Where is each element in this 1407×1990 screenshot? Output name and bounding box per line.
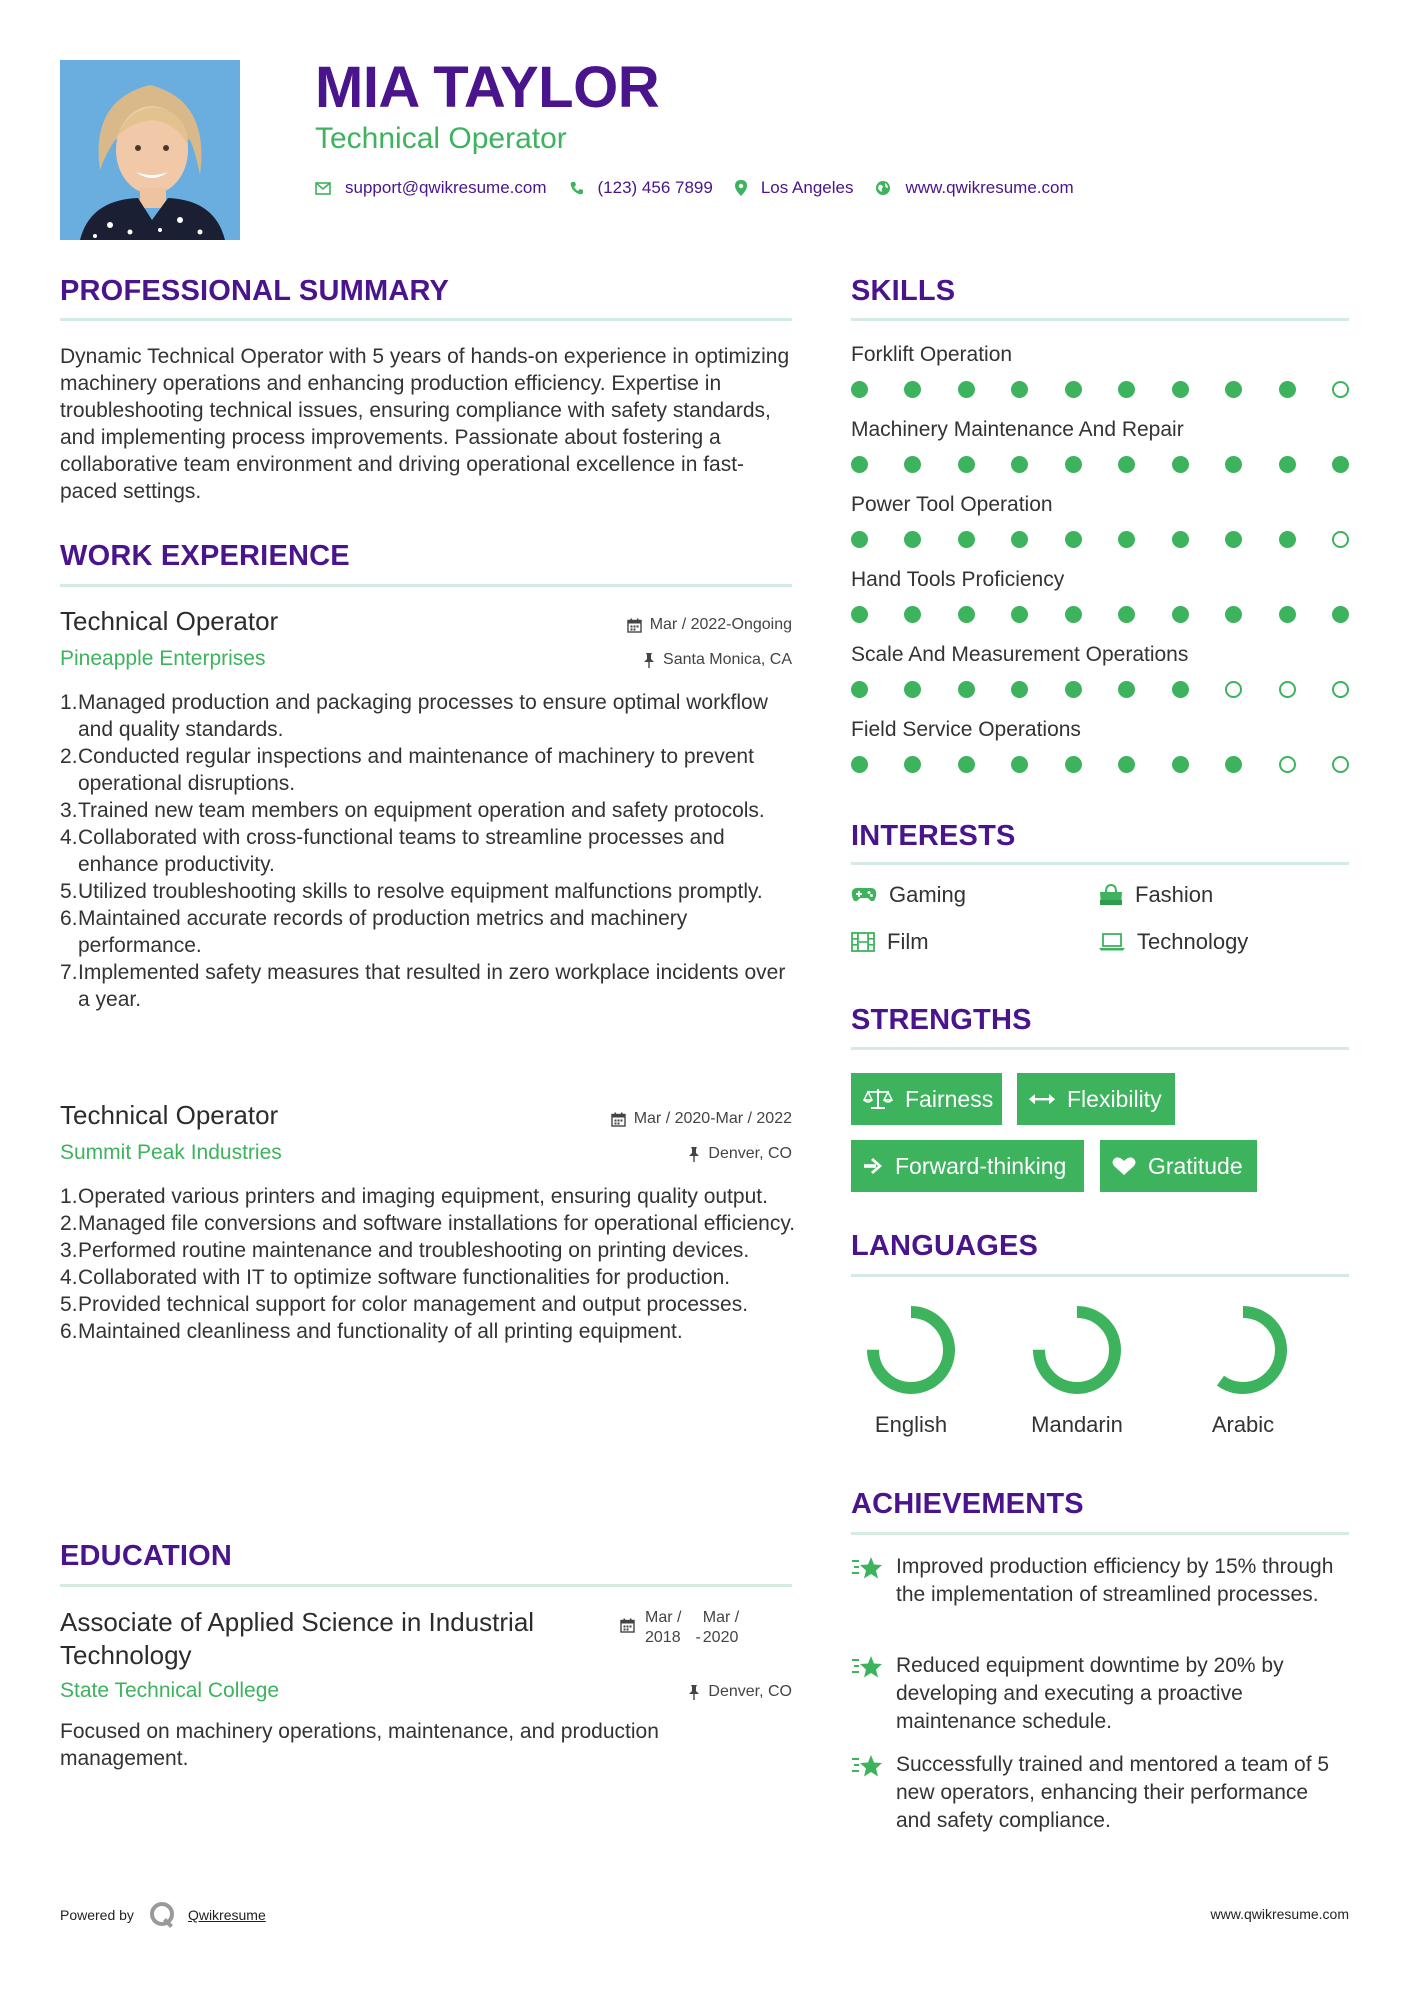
language-name: English: [874, 1412, 948, 1437]
job-1-location: [643, 651, 792, 669]
rating-dot-empty: [1332, 381, 1349, 398]
rating-dot-filled: [851, 381, 868, 398]
rating-dot-filled: [1118, 606, 1135, 623]
rating-dot-filled: [958, 381, 975, 398]
rating-dot-filled: [1279, 381, 1296, 398]
education-end: [703, 1608, 739, 1648]
list-item: Collaborated with IT to optimize software functionalities for production.: [78, 1266, 731, 1289]
skill-rating: [851, 381, 1349, 398]
job-2-location: [688, 1145, 792, 1163]
interest-label: Gaming: [889, 882, 967, 907]
rating-dot-filled: [851, 456, 868, 473]
achievements-rule: [851, 1532, 1349, 1535]
rating-dot-filled: [1011, 681, 1028, 698]
footer-powered-by: [60, 1900, 266, 1930]
language-gauge: [851, 1300, 971, 1400]
qwikresume-link[interactable]: Qwikresume: [187, 1907, 266, 1923]
language-level-arc: [873, 1312, 949, 1388]
rating-dot-filled: [1065, 531, 1082, 548]
skill-rating: [851, 456, 1349, 473]
rating-dot-empty: [1279, 756, 1296, 773]
interest-technology: [1099, 929, 1248, 955]
interest-label: Film: [887, 929, 929, 954]
language-gauge: [1017, 1300, 1137, 1400]
rating-dot-filled: [1225, 381, 1242, 398]
job-2-title: Technical Operator: [60, 1100, 279, 1130]
education-description: Focused on machinery operations, maintenance, and production management.: [60, 1720, 659, 1770]
list-item: Managed production and packaging processes to ensure optimal workflow and quality standards.: [78, 691, 768, 741]
job-1-dates: [627, 616, 792, 634]
education-date-dash: -: [695, 1629, 701, 1646]
skill-name: Power Tool Operation: [851, 493, 1053, 516]
rating-dot-empty: [1332, 681, 1349, 698]
rating-dot-empty: [1332, 531, 1349, 548]
job-2-duties: [78, 1183, 798, 1345]
strength-fairness: [851, 1073, 1002, 1125]
strength-forward-thinking: [851, 1140, 1084, 1192]
language-name: Arabic: [1211, 1412, 1275, 1437]
rating-dot-filled: [1011, 756, 1028, 773]
skill-name: Field Service Operations: [851, 718, 1081, 741]
languages-heading: LANGUAGES: [851, 1230, 1039, 1262]
list-item: Collaborated with cross-functional teams to streamline processes and enhance productivity.: [78, 826, 725, 876]
rating-dot-filled: [1118, 681, 1135, 698]
rating-dot-filled: [1065, 381, 1082, 398]
list-item: Performed routine maintenance and troubleshooting on printing devices.: [78, 1239, 750, 1262]
website-text: www.qwikresume.com: [905, 178, 1074, 197]
education-degree: [60, 1606, 534, 1672]
education-location: [688, 1683, 792, 1701]
education-end-year: 2020: [702, 1629, 739, 1646]
rating-dot-filled: [1065, 681, 1082, 698]
education-start-year: 2018: [645, 1629, 681, 1646]
star-icon: [851, 1654, 885, 1685]
rating-dot-filled: [904, 381, 921, 398]
heart-icon: [1112, 1156, 1136, 1176]
powered-by-text: Powered by: [60, 1907, 134, 1923]
achievement-text: Successfully trained and mentored a team of 5 new operators, enhancing their performance and safety compliance.: [896, 1753, 1330, 1832]
rating-dot-filled: [958, 681, 975, 698]
strengths-heading: STRENGTHS: [851, 1004, 1032, 1036]
job-1-dates-text: Mar / 2022-Ongoing: [649, 616, 792, 633]
rating-dot-filled: [1172, 756, 1189, 773]
rating-dot-empty: [1225, 681, 1242, 698]
language-ring: [1027, 1300, 1127, 1400]
rating-dot-filled: [1279, 456, 1296, 473]
strength-label: Fairness: [905, 1085, 994, 1112]
rating-dot-filled: [958, 756, 975, 773]
rating-dot-filled: [851, 756, 868, 773]
job-1-company: Pineapple Enterprises: [60, 647, 266, 670]
list-item: Utilized troubleshooting skills to resolve equipment malfunctions promptly.: [78, 880, 763, 903]
summary-rule: [60, 318, 792, 321]
rating-dot-filled: [958, 531, 975, 548]
rating-dot-filled: [1225, 456, 1242, 473]
balance-scale-icon: [863, 1088, 893, 1110]
laptop-icon: [1099, 933, 1125, 951]
rating-dot-filled: [904, 606, 921, 623]
education-start-month: Mar /: [645, 1609, 682, 1626]
skill-name: Forklift Operation: [851, 343, 1013, 366]
interests-rule: [851, 862, 1349, 865]
phone-text: (123) 456 7899: [597, 178, 713, 197]
list-item: Managed file conversions and software installations for operational efficiency.: [78, 1212, 796, 1235]
pushpin-icon: [688, 1147, 700, 1162]
rating-dot-filled: [1332, 606, 1349, 623]
language-ring: [1193, 1300, 1293, 1400]
rating-dot-filled: [958, 456, 975, 473]
rating-dot-filled: [1172, 456, 1189, 473]
language-level-arc: [1039, 1312, 1115, 1388]
star-icon: [851, 1555, 885, 1586]
interest-gaming: [851, 882, 966, 908]
achievement-text: Improved production efficiency by 15% through the implementation of streamlined processes.: [896, 1555, 1334, 1606]
experience-heading: WORK EXPERIENCE: [60, 540, 350, 572]
rating-dot-filled: [1172, 381, 1189, 398]
shopping-bag-icon: [1099, 884, 1123, 906]
candidate-name: MIA TAYLOR: [315, 55, 660, 120]
rating-dot-filled: [1225, 531, 1242, 548]
rating-dot-filled: [1279, 606, 1296, 623]
skill-name: Machinery Maintenance And Repair: [851, 418, 1184, 441]
rating-dot-filled: [1011, 456, 1028, 473]
education-degree-line-2: Technology: [60, 1640, 192, 1670]
rating-dot-filled: [1118, 456, 1135, 473]
rating-dot-empty: [1279, 681, 1296, 698]
language-ring: [861, 1300, 961, 1400]
job-2-company: Summit Peak Industries: [60, 1141, 282, 1164]
education-rule: [60, 1584, 792, 1587]
job-1-title: Technical Operator: [60, 606, 279, 636]
rating-dot-empty: [1332, 756, 1349, 773]
list-item: Provided technical support for color management and output processes.: [78, 1293, 749, 1316]
film-icon: [851, 932, 875, 952]
rating-dot-filled: [851, 531, 868, 548]
language-gauge: [1183, 1300, 1303, 1400]
rating-dot-filled: [904, 456, 921, 473]
rating-dot-filled: [1118, 531, 1135, 548]
rating-dot-filled: [1065, 456, 1082, 473]
rating-dot-filled: [904, 756, 921, 773]
strength-label: Gratitude: [1148, 1152, 1243, 1179]
rating-dot-filled: [1332, 456, 1349, 473]
list-item: Maintained cleanliness and functionality of all printing equipment.: [78, 1320, 683, 1343]
qwikresume-logo-icon: [148, 1900, 178, 1930]
rating-dot-filled: [1011, 531, 1028, 548]
rating-dot-filled: [851, 606, 868, 623]
job-2-location-text: Denver, CO: [708, 1145, 792, 1162]
strength-gratitude: [1100, 1140, 1257, 1192]
skill-rating: [851, 681, 1349, 698]
skill-rating: [851, 606, 1349, 623]
calendar-icon: [611, 1112, 626, 1127]
right-column: [851, 0, 1349, 1990]
strength-label: Forward-thinking: [895, 1152, 1067, 1179]
skill-rating: [851, 531, 1349, 548]
rating-dot-filled: [1225, 606, 1242, 623]
job-1-duties: [78, 689, 798, 1013]
list-item: Trained new team members on equipment operation and safety protocols.: [78, 799, 765, 822]
education-end-month: Mar /: [702, 1609, 740, 1626]
list-item: Conducted regular inspections and maintenance of machinery to prevent operational disruptions.: [78, 745, 754, 795]
rating-dot-filled: [904, 681, 921, 698]
list-item: Operated various printers and imaging equipment, ensuring quality output.: [78, 1185, 768, 1208]
rating-dot-filled: [1118, 756, 1135, 773]
education-heading: EDUCATION: [60, 1540, 233, 1572]
rating-dot-filled: [1172, 531, 1189, 548]
list-item: Maintained accurate records of production metrics and machinery performance.: [78, 907, 688, 957]
language-level-arc: [1205, 1312, 1281, 1388]
interest-fashion: [1099, 882, 1213, 908]
achievements-heading: ACHIEVEMENTS: [851, 1488, 1084, 1520]
candidate-role: Technical Operator: [315, 122, 567, 155]
rating-dot-filled: [1172, 681, 1189, 698]
rating-dot-filled: [851, 681, 868, 698]
interest-label: Fashion: [1135, 882, 1214, 907]
education-dates: [620, 1608, 739, 1648]
interests-heading: INTERESTS: [851, 820, 1016, 852]
gamepad-icon: [851, 887, 877, 903]
rating-dot-filled: [1065, 756, 1082, 773]
skill-name: Hand Tools Proficiency: [851, 568, 1065, 591]
education-location-text: Denver, CO: [708, 1683, 792, 1700]
rating-dot-filled: [1118, 381, 1135, 398]
education-school: State Technical College: [60, 1679, 280, 1702]
languages-rule: [851, 1274, 1349, 1277]
calendar-icon: [620, 1618, 635, 1633]
arrow-right-icon: [863, 1157, 883, 1175]
rating-dot-filled: [1011, 381, 1028, 398]
calendar-icon: [627, 618, 642, 633]
location-text: Los Angeles: [760, 178, 854, 197]
interest-film: [851, 929, 929, 955]
job-1-location-text: Santa Monica, CA: [663, 651, 792, 668]
pushpin-icon: [643, 653, 655, 668]
achievement-text: Reduced equipment downtime by 20% by developing and executing a proactive maintenance schedule.: [896, 1654, 1284, 1733]
list-item: Implemented safety measures that resulted in zero workplace incidents over a year.: [78, 961, 786, 1011]
education-degree-line-1: Associate of Applied Science in Industrial: [60, 1607, 535, 1637]
left-column: [60, 0, 796, 1990]
job-2-dates: [611, 1110, 792, 1128]
interest-label: Technology: [1137, 929, 1249, 954]
rating-dot-filled: [958, 606, 975, 623]
rating-dot-filled: [1011, 606, 1028, 623]
strength-flexibility: [1017, 1073, 1175, 1125]
rating-dot-filled: [1172, 606, 1189, 623]
summary-heading: PROFESSIONAL SUMMARY: [60, 275, 450, 307]
footer-website[interactable]: www.qwikresume.com: [1210, 1906, 1349, 1922]
skill-name: Scale And Measurement Operations: [851, 643, 1189, 666]
star-icon: [851, 1753, 885, 1784]
strengths-rule: [851, 1047, 1349, 1050]
experience-rule: [60, 584, 792, 587]
rating-dot-filled: [1225, 756, 1242, 773]
skills-rule: [851, 318, 1349, 321]
education-start: [645, 1608, 681, 1648]
pushpin-icon: [688, 1685, 700, 1700]
skill-rating: [851, 756, 1349, 773]
rating-dot-filled: [1279, 531, 1296, 548]
language-name: Mandarin: [1031, 1412, 1123, 1437]
arrows-horizontal-icon: [1029, 1092, 1055, 1106]
summary-text: Dynamic Technical Operator with 5 years of hands-on experience in optimizing machinery operations and enhancing production efficiency. Expertise in troubleshooting technical issues, ensuring compliance with safety standards, and implementing process improvements. Passionate about fostering a collaborative team environment and driving operational excellence in fast-paced settings.: [60, 345, 790, 503]
rating-dot-filled: [1065, 606, 1082, 623]
skills-heading: SKILLS: [851, 275, 956, 307]
rating-dot-filled: [904, 531, 921, 548]
email-text: support@qwikresume.com: [345, 178, 547, 197]
strength-label: Flexibility: [1067, 1085, 1162, 1112]
job-2-dates-text: Mar / 2020-Mar / 2022: [633, 1110, 792, 1127]
